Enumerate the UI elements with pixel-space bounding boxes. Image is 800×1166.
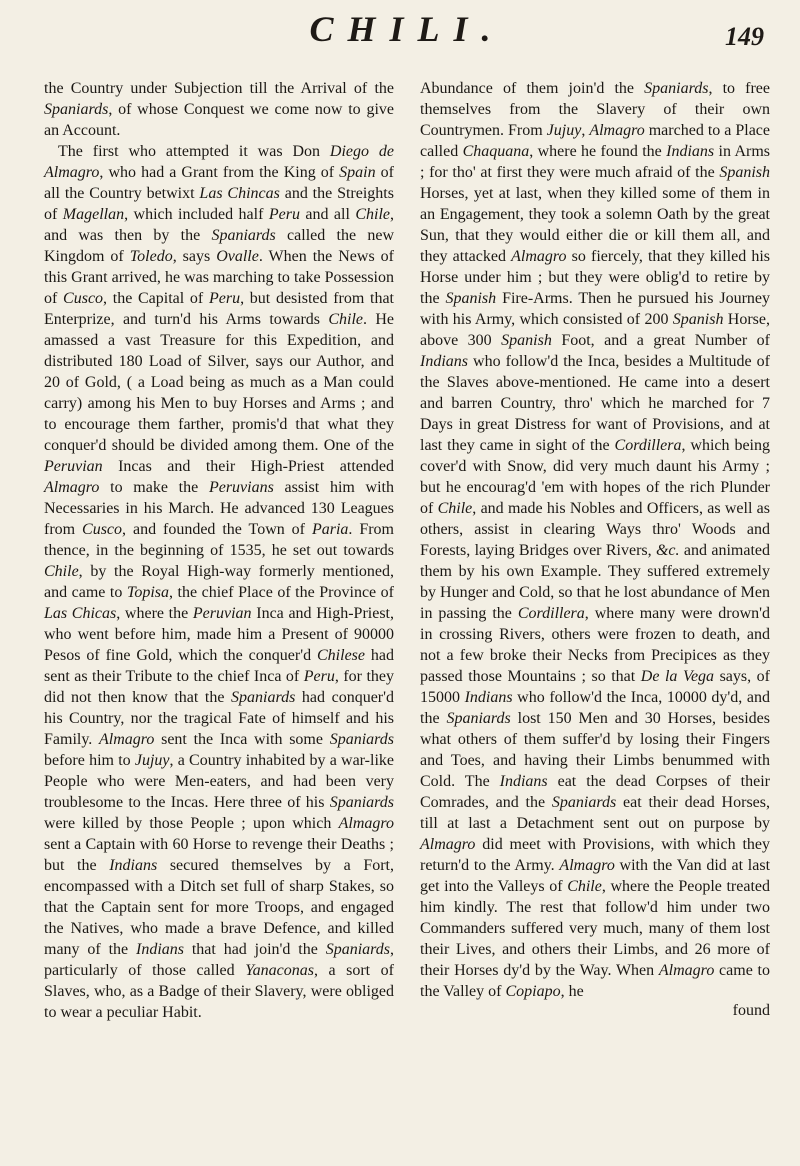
- italic-text: Indians: [136, 941, 184, 958]
- text-run: , he: [560, 983, 584, 1000]
- italic-text: Magellan: [62, 206, 125, 223]
- text-run: Incas and their High-Priest attended: [102, 458, 394, 475]
- italic-text: Indians: [499, 773, 548, 790]
- italic-text: De la Vega: [640, 668, 715, 685]
- italic-text: Spanish: [445, 290, 497, 307]
- text-run: so fiercely, that they killed his Horse under him ; but they were oblig'd to retire by the: [420, 248, 770, 307]
- italic-text: Almagro: [420, 836, 476, 853]
- italic-text: &c.: [655, 542, 680, 559]
- italic-text: Indians: [464, 689, 513, 706]
- text-run: , where many were drown'd in crossing Rivers, others were frozen to death, and not a few broke their Necks from Precipices as they passed those Mountains ; so that: [420, 605, 771, 685]
- text-run: . From thence, in the beginning of 1535, he set out towards: [44, 521, 394, 559]
- italic-text: Jujuy: [546, 122, 582, 139]
- italic-text: Almagro: [44, 479, 100, 496]
- italic-text: Cordillera: [517, 605, 585, 622]
- text-run: with the Van did at last get into the Valleys of: [420, 857, 771, 895]
- text-run: and all: [299, 206, 356, 223]
- text-run: were killed by those People ; upon which: [44, 815, 339, 832]
- text-run: lost 150 Men and 30 Horses, besides what others of them suffer'd by losing their Fingers and Toes, and having their Limbs benummed with Cold. The: [420, 710, 771, 790]
- text-run: of all the Country betwixt: [44, 164, 395, 202]
- italic-text: Peruvian: [192, 605, 252, 622]
- text-run: marched to a Place called: [420, 122, 771, 160]
- text-run: , and made his Nobles and Officers, as well as others, assist in clearing Ways thro' Woods and Forests, laying Bridges over Rivers,: [420, 500, 770, 559]
- text-run: did meet with Provisions, with which they return'd to the Army.: [420, 836, 770, 874]
- text-run: , says: [172, 248, 217, 265]
- text-run: , to free themselves from the Slavery of their own Countrymen. From: [420, 80, 770, 139]
- italic-text: Chile: [355, 206, 391, 223]
- text-run: and animated them by his own Example. They suffered extremely by Hunger and Cold, so that he lost abundance of Men in passing the: [420, 542, 770, 622]
- italic-text: Spaniards: [644, 80, 709, 97]
- text-run: and the Streights of: [44, 185, 394, 223]
- text-run: The first who attempted it was Don: [58, 143, 330, 160]
- text-run: who follow'd the Inca, 10000 dy'd, and the: [420, 689, 770, 727]
- italic-text: Chilese: [317, 647, 365, 664]
- text-run: had conquer'd his Country, nor the tragical Fate of himself and his Family.: [44, 689, 395, 748]
- italic-text: Peruvian: [44, 458, 103, 475]
- italic-text: Peru: [303, 668, 335, 685]
- text-run: Fire-Arms. Then he pursued his Journey with his Army, which consisted of 200: [420, 290, 770, 328]
- text-run: eat their dead Horses, till at last a Detachment sent out on purpose by: [420, 794, 770, 832]
- italic-text: Almagro: [589, 122, 645, 139]
- text-run: , a sort of Slaves, who, as a Badge of their Slavery, were obliged to wear a peculiar Habit.: [44, 962, 394, 1021]
- text-run: , and founded the Town of: [122, 521, 312, 538]
- text-run: eat the dead Corpses of their Comrades, and the: [420, 773, 770, 811]
- italic-text: Spaniards: [551, 794, 617, 811]
- text-run: . When the News of this Grant arrived, he was marching to take Possession of: [44, 248, 394, 307]
- text-run: . He amassed a vast Treasure for this Expedition, and distributed 180 Load of Silver, says our Author, and 20 of Gold, ( a Load being as much as a Man could carry) among his Men to buy Horses and Arms ; and to encourage them farther, promis'd that what they conquer'd should be divided among them. One of the: [44, 311, 394, 454]
- italic-text: Spaniards: [44, 101, 109, 118]
- italic-text: Peru: [208, 290, 241, 307]
- italic-text: Jujuy: [134, 752, 170, 769]
- italic-text: Ovalle: [216, 248, 259, 265]
- right-column: [420, 78, 770, 1002]
- text-run: had sent as their Tribute to the chief Inca of: [44, 647, 394, 685]
- text-run: , which included half: [124, 206, 269, 223]
- text-run: who follow'd the Inca, besides a Multitude of the Slaves above-mentioned. He came into a desert and barren Country, thro' which he marched for 7 Days in great Distress for want of Provisions, and at last they came in sight of the: [420, 353, 770, 454]
- italic-text: Chile: [567, 878, 602, 895]
- text-columns: [44, 78, 770, 1023]
- text-run: , and was then by the: [44, 206, 395, 244]
- paragraph: [420, 78, 770, 1002]
- italic-text: Las Chincas: [199, 185, 280, 202]
- text-run: in Arms ; for tho' at first they were much afraid of the: [420, 143, 770, 181]
- page-number: 149: [725, 22, 764, 51]
- catchword: found: [732, 1002, 770, 1019]
- italic-text: Copiapo: [505, 983, 561, 1000]
- text-run: , particularly of those called: [44, 941, 395, 979]
- text-run: that had join'd the: [184, 941, 326, 958]
- italic-text: Spaniards: [446, 710, 511, 727]
- page-header: [44, 0, 770, 78]
- text-run: secured themselves by a Fort, encompassed with a Ditch set full of sharp Stakes, so that the Captain sent for more Troops, and engaged the Natives, who made a brave Defence, and killed many of the: [44, 857, 394, 958]
- text-run: called the new Kingdom of: [44, 227, 395, 265]
- text-run: Abundance of them join'd the: [420, 80, 645, 97]
- italic-text: Spaniards: [329, 731, 394, 748]
- text-run: , where he found the: [529, 143, 667, 160]
- text-run: to make the: [99, 479, 209, 496]
- text-run: , which being cover'd with Snow, did very much daunt his Army ; but he encourag'd 'em with hopes of the rich Plunder of: [420, 437, 771, 517]
- italic-text: Spanish: [719, 164, 770, 181]
- italic-text: Cordillera: [614, 437, 682, 454]
- italic-text: Diego de Almagro: [44, 143, 395, 181]
- italic-text: Peru: [268, 206, 300, 223]
- italic-text: Spanish: [672, 311, 724, 328]
- italic-text: Yanaconas: [245, 962, 314, 979]
- text-run: , a Country inhabited by a war-like People who were Men-eaters, and had been very troublesome to the Incas. Here three of his: [44, 752, 394, 811]
- text-run: before him to: [44, 752, 135, 769]
- left-column: [44, 78, 394, 1023]
- text-run: assist him with Necessaries in his March. He advanced 130 Leagues from: [44, 479, 395, 538]
- right-column-wrap: [420, 78, 770, 1020]
- running-head: CHILI.: [309, 9, 505, 49]
- italic-text: Cusco: [63, 290, 104, 307]
- italic-text: Spaniards: [211, 227, 276, 244]
- text-run: sent a Captain with 60 Horse to revenge their Deaths ; but the: [44, 836, 394, 874]
- text-run: , the Capital of: [103, 290, 209, 307]
- italic-text: Indians: [420, 353, 468, 370]
- text-run: came to the Valley of: [420, 962, 770, 1000]
- italic-text: Las Chicas: [44, 605, 117, 622]
- italic-text: Spanish: [501, 332, 552, 349]
- text-run: Inca and High-Priest, who went before him, made him a Present of 90000 Pesos of fine Gold, which the conquer'd: [44, 605, 394, 664]
- italic-text: Paria: [311, 521, 349, 538]
- italic-text: Indians: [109, 857, 158, 874]
- text-run: Foot, and a great Number of: [551, 332, 771, 349]
- text-run: ,: [581, 122, 590, 139]
- text-run: sent the Inca with some: [154, 731, 330, 748]
- text-run: says, of 15000: [420, 668, 771, 706]
- italic-text: Spain: [339, 164, 376, 181]
- text-run: Horses, yet at last, when they killed some of them in an Engagement, they took a solemn Oath by the great Sun, that they would either die or kill them all, and they attacked: [420, 185, 770, 265]
- text-run: , where the People treated him kindly. The rest that follow'd him under two Commanders suffered very much, many of them lost their Lives, and others their Limbs, and 26 more of their Horses dy'd by the Way. When: [420, 878, 771, 979]
- text-run: Horse, above 300: [420, 311, 771, 349]
- italic-text: Chile: [328, 311, 364, 328]
- italic-text: Almagro: [99, 731, 155, 748]
- paragraph: [44, 141, 394, 1023]
- italic-text: Spaniards: [325, 941, 391, 958]
- paragraph: [44, 78, 394, 141]
- italic-text: Peruvians: [208, 479, 274, 496]
- italic-text: Topisa: [126, 584, 170, 601]
- italic-text: Chaquana: [462, 143, 530, 160]
- text-run: , by the Royal High-way formerly mentioned, and came to: [44, 563, 394, 601]
- italic-text: Indians: [666, 143, 715, 160]
- italic-text: Almagro: [559, 857, 615, 874]
- italic-text: Chile: [437, 500, 473, 517]
- italic-text: Cusco: [82, 521, 123, 538]
- italic-text: Spaniards: [329, 794, 394, 811]
- italic-text: Chile: [44, 563, 79, 580]
- text-run: , for they did not then know that the: [44, 668, 395, 706]
- text-run: the Country under Subjection till the Arrival of the: [44, 80, 394, 97]
- italic-text: Almagro: [658, 962, 715, 979]
- italic-text: Almagro: [511, 248, 567, 265]
- text-run: , the chief Place of the Province of: [169, 584, 395, 601]
- text-run: , of whose Conquest we come now to give an Account.: [44, 101, 394, 139]
- text-run: , but desisted from that Enterprize, and turn'd his Arms towards: [44, 290, 394, 328]
- text-run: , where the: [116, 605, 193, 622]
- italic-text: Toledo: [129, 248, 173, 265]
- italic-text: Spaniards: [231, 689, 296, 706]
- text-run: , who had a Grant from the King of: [99, 164, 340, 181]
- italic-text: Almagro: [338, 815, 394, 832]
